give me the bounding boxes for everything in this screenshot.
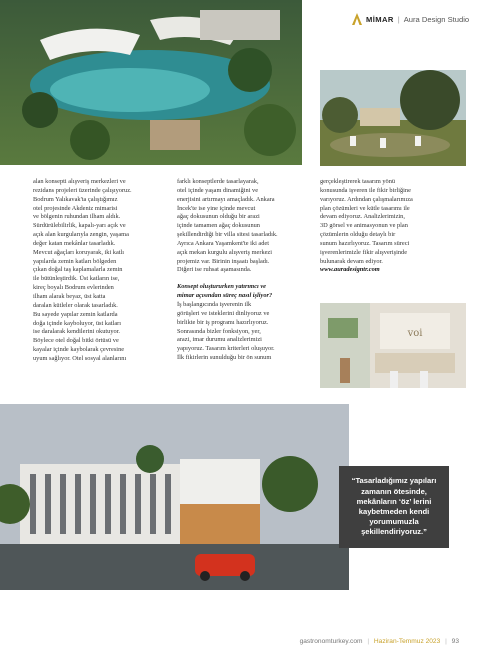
col1-line: çıkan doğal taş kaplamalarla zemin bbox=[33, 266, 123, 274]
col1-line: Bodrum Yalıkavak'ta çalıştığımız bbox=[33, 195, 118, 203]
garden-dining-render bbox=[320, 70, 466, 166]
col2-line: Sonrasında bizler fonksiyon, yer, bbox=[177, 327, 261, 335]
interview-question bbox=[177, 283, 313, 301]
shopping-center-exterior-render bbox=[0, 404, 349, 590]
page-header bbox=[352, 12, 469, 26]
col1-line: yapılarda zemin katları bölgeden bbox=[33, 257, 117, 265]
footer-issue: Haziran-Temmuz 2023 bbox=[373, 638, 441, 645]
col1-line: açık alan kurgularıyla zengin, yaşama bbox=[33, 231, 129, 239]
col1-line: ilham alarak beyaz, üst katta bbox=[33, 292, 106, 300]
col1-line: doğa içinde kayboluyor, üst katları bbox=[33, 319, 122, 327]
col3-line: bulunarak devam ediyor. bbox=[320, 257, 383, 265]
col1-line: Mevcut ağaçları koruyarak, iki katlı bbox=[33, 248, 125, 256]
col2-line: açık mekan kurgulu alışveriş merkezi bbox=[177, 248, 273, 256]
col1-line: otel projesinde Akdeniz mimarisi bbox=[33, 204, 118, 212]
col2-line: arazi, imar durumu analizlerimizi bbox=[177, 336, 262, 344]
text-column-3 bbox=[320, 178, 466, 275]
col2-line: içinde tamamen ağaç dokusunun bbox=[177, 222, 260, 230]
cafe-interior-render bbox=[320, 303, 466, 388]
col2-line: görüşleri ve isteklerini dinliyoruz ve bbox=[177, 309, 270, 317]
question-line: Konsept oluştururken yatırımcı ve bbox=[177, 283, 266, 291]
col2-line: Ayrıca Ankara Yaşamkent'te iki adet bbox=[177, 239, 269, 247]
col2-line: projemiz var. Birinin inşaatı başladı. bbox=[177, 257, 270, 265]
col3-line: gerçekleştirerek tasarım yönü bbox=[320, 178, 396, 185]
website-link[interactable]: www.auradesigntr.com bbox=[320, 266, 380, 274]
col3-line: plan çözümleri ve kütle tasarımı ile bbox=[320, 204, 410, 212]
footer-separator: | bbox=[367, 638, 370, 645]
header-separator: | bbox=[397, 14, 400, 24]
col2-line: ağaç dokusunun olduğu bir arazi bbox=[177, 213, 260, 221]
col2-line: İncek'te ise yine içinde mevcut bbox=[177, 204, 256, 212]
col3-line: devam ediyoruz. Analizlerimizin, bbox=[320, 213, 405, 221]
pull-quote-box bbox=[339, 466, 449, 548]
aura-logo-icon bbox=[352, 13, 362, 25]
col2-line: otel içinde yaşam dinamiğini ve bbox=[177, 186, 259, 194]
col2-line: İlk fikirlerin sunulduğu bir ön sunum bbox=[177, 354, 272, 362]
text-column-2 bbox=[177, 178, 313, 363]
col1-line: ise daralarak kendilerini okutuyor. bbox=[33, 328, 121, 336]
col1-line: Böylece otel doğal bitki örtüsü ve bbox=[33, 337, 119, 345]
col3-line: 3D görsel ve animasyonun ve plan bbox=[320, 222, 408, 230]
section-label: MİMAR bbox=[366, 14, 394, 24]
pull-quote-text: “Tasarladığımız yapıları zamanın ötesinde, mekânların ‘öz’ lerini kaybetmeden kendi yorumumuzla şekillendiriyoruz.” bbox=[351, 476, 437, 537]
col1-line: alan konsepti alışveriş merkezleri ve bbox=[33, 178, 126, 185]
col2-line: enerjisini artırmayı amaçladık. Ankara bbox=[177, 195, 275, 203]
col1-line: Bu sayede yapılar zemin katlarda bbox=[33, 310, 118, 318]
col3-line: çözümlerin olduğu detaylı bir bbox=[320, 231, 396, 239]
col1-line: uyum sağlıyor. Otel sosyal alanlarını bbox=[33, 354, 127, 362]
col1-line: ve bölgenin ruhundan ilham aldık. bbox=[33, 213, 121, 221]
page-footer bbox=[300, 638, 459, 645]
col2-line: Diğeri ise ruhsat aşamasında. bbox=[177, 266, 252, 274]
col1-line: değer katan mekânlar tasarladık. bbox=[33, 239, 116, 247]
svg-text:voi: voi bbox=[407, 328, 423, 339]
col3-line: sunum hazırlıyoruz. Tasarım süreci bbox=[320, 239, 410, 247]
question-line: mimar açısından süreç nasıl işliyor? bbox=[177, 292, 273, 300]
col1-line: Sürdürülebilirlik, kapalı-yarı açık ve bbox=[33, 222, 126, 230]
col1-line: daralan kütleler olarak tasarladık. bbox=[33, 301, 118, 309]
footer-site: gastronomturkey.com bbox=[299, 638, 363, 645]
col2-line: İş başlangıcında işverenin ilk bbox=[177, 300, 252, 308]
col1-line: kireç boyalı Bodrum evlerinden bbox=[33, 284, 114, 292]
col3-line: konusunda işveren ile fikir birliğine bbox=[320, 186, 411, 194]
footer-separator: | bbox=[445, 638, 447, 645]
aerial-resort-render bbox=[0, 0, 302, 165]
text-column-1 bbox=[33, 178, 169, 364]
col3-line: varıyoruz. Ardından çalışmalarımıza bbox=[320, 195, 413, 203]
col2-line: yapıyoruz. Tasarım kriterleri oluşuyor. bbox=[177, 345, 275, 353]
col1-line: kayalar içinde kaybolarak çevresine bbox=[33, 346, 125, 354]
col3-line: işverenlerimizle fikir alışverişinde bbox=[320, 248, 408, 256]
col2-line: farklı konseptlerde tasarlayarak, bbox=[177, 178, 259, 185]
studio-name: Aura Design Studio bbox=[403, 14, 470, 24]
col1-line: rezidans projeleri üzerinde çalışıyoruz. bbox=[33, 186, 132, 194]
page-number: 93 bbox=[451, 638, 459, 645]
col2-line: şekillendirdiği bir villa sitesi tasarladık. bbox=[177, 231, 278, 239]
col2-line: birlikte bir iş programı hazırlıyoruz. bbox=[177, 318, 269, 326]
col1-line: ile bütünleştirdik. Üst katların ise, bbox=[33, 275, 120, 283]
